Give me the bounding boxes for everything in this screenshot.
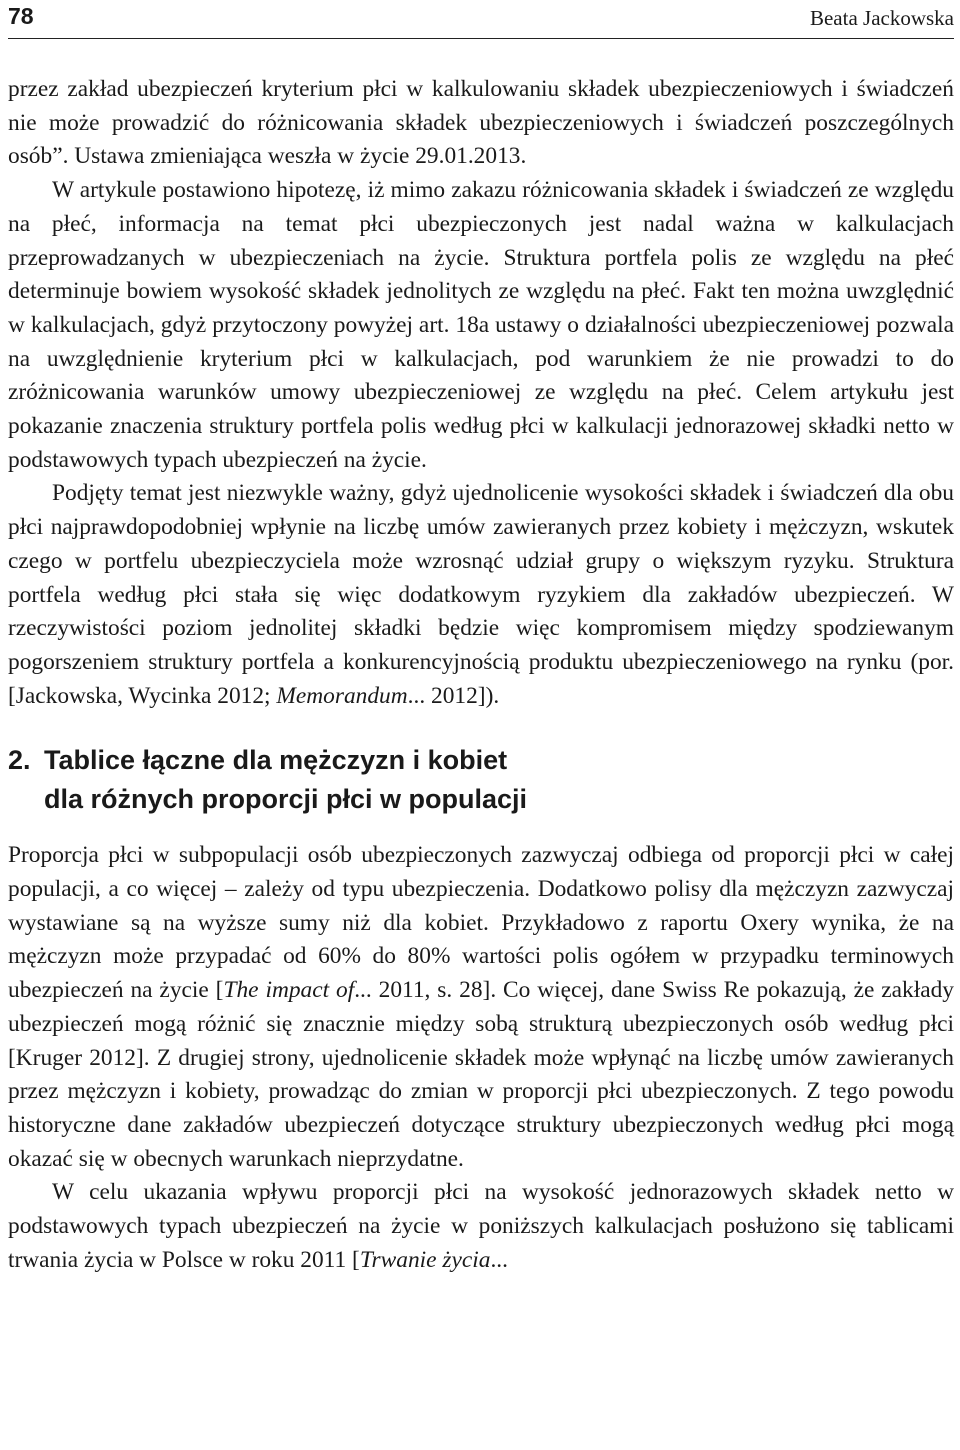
text-run: Podjęty temat jest niezwykle ważny, gdyż ujednolicenie wysokości składek i świadczeń dla obu płci najprawdopodobniej wpłynie na liczbę umów zawieranych przez kobiety i mężczyzn, wskutek czego w portfelu ubezpieczyciela może wzrosnąć udział grupy o większym ryzyku. Struktura portfela według płci stała się więc dodatkowym ryzykiem dla zakładów ubezpieczeń. W rzeczywistości poziom jednolitej składki będzie więc kompromisem między spodziewanym pogorszeniem struktury portfela a konkurencyjnością produktu ubezpieczeniowego na rynku (por. [Jackowska, Wycinka 2012; xyxy=(8,480,954,709)
section-number: 2. xyxy=(8,745,31,776)
paragraph xyxy=(8,839,954,1176)
section-title-line-1: Tablice łączne dla mężczyzn i kobiet xyxy=(44,745,508,776)
document-page xyxy=(8,0,954,1450)
text-run: W artykule postawiono hipotezę, iż mimo zakazu różnicowania składek i świadczeń ze względu na płeć, informacja na temat płci ubezpieczonych jest nadal ważna w kalkulacjach przeprowadzanych w ubezpieczeniach na życie. Struktura portfela polis ze względu na płeć determinuje bowiem wysokość składek jednolitych ze względu na płeć. Fakt ten można uwzględnić w kalkulacjach, gdyż przytoczony powyżej art. 18a ustawy o działalności ubezpieczeniowej pozwala na uwzględnienie kryterium płci w kalkulacjach, pod warunkiem że nie prowadzi to do zróżnicowania warunków umowy ubezpieczeniowej ze względu na płeć. Celem artykułu jest pokazanie znaczenia struktury portfela polis według płci w kalkulacji jednorazowej składki netto w podstawowych typach ubezpieczeń na życie. xyxy=(8,177,954,473)
page-header xyxy=(8,0,954,39)
paragraph xyxy=(8,174,954,477)
running-head-author: Beata Jackowska xyxy=(809,6,954,30)
section-title-line-2: dla różnych proporcji płci w populacji xyxy=(44,784,528,815)
text-run: przez zakład ubezpieczeń kryterium płci w kalkulowaniu składek ubezpieczeniowych i świadczeń nie może prowadzić do różnicowania składek ubezpieczeniowych i świadczeń poszczególnych osób”. Ustawa zmieniająca weszła w życie 29.01.2013. xyxy=(8,76,954,170)
section-title xyxy=(44,741,527,819)
body-text xyxy=(8,73,954,1278)
italic-citation-run: Trwanie życia xyxy=(359,1246,491,1273)
text-run: W celu ukazania wpływu proporcji płci na wysokość jednorazowych składek netto w podstawowych typach ubezpieczeń na życie w poniższych kalkulacjach posłużono się tablicami trwania życia w Polsce w roku 2011 [ xyxy=(8,1179,954,1273)
paragraphs-before-section xyxy=(8,73,954,713)
italic-citation-run: The impact of xyxy=(223,977,355,1004)
text-run: ... 2012]). xyxy=(407,682,500,709)
page-number: 78 xyxy=(8,3,34,29)
section-heading xyxy=(8,741,954,819)
text-run: Proporcja płci w subpopulacji osób ubezpieczonych zazwyczaj odbiega od proporcji płci w całej populacji, a co więcej – zależy od typu ubezpieczenia. Dodatkowo polisy dla mężczyzn zazwyczaj wystawiane są na wyższe sumy niż dla kobiet. Przykładowo z raportu Oxery wynika, że na mężczyzn może przypadać od 60% do 80% wartości polis ogółem w przypadku terminowych ubezpieczeń na życie [ xyxy=(8,842,954,1004)
paragraph xyxy=(8,1176,954,1277)
text-run: ... 2011, s. 28]. Co więcej, dane Swiss Re pokazują, że zakłady ubezpieczeń mogą różnić się znacznie między sobą strukturą ubezpieczonych osób według płci [Kruger 2012]. Z drugiej strony, ujednolicenie składek może wpłynąć na liczbę umów zawieranych przez mężczyzn i kobiety, prowadząc do zmian w proporcji płci ubezpieczonych. Z tego powodu historyczne dane zakładów ubezpieczeń dotyczące struktury ubezpieczonych według płci mogą okazać się w obecnych warunkach nieprzydatne. xyxy=(8,977,955,1172)
paragraph xyxy=(8,73,954,174)
text-run: ... xyxy=(490,1246,508,1273)
paragraphs-after-section xyxy=(8,839,954,1277)
paragraph xyxy=(8,477,954,713)
italic-citation-run: Memorandum xyxy=(276,682,408,709)
